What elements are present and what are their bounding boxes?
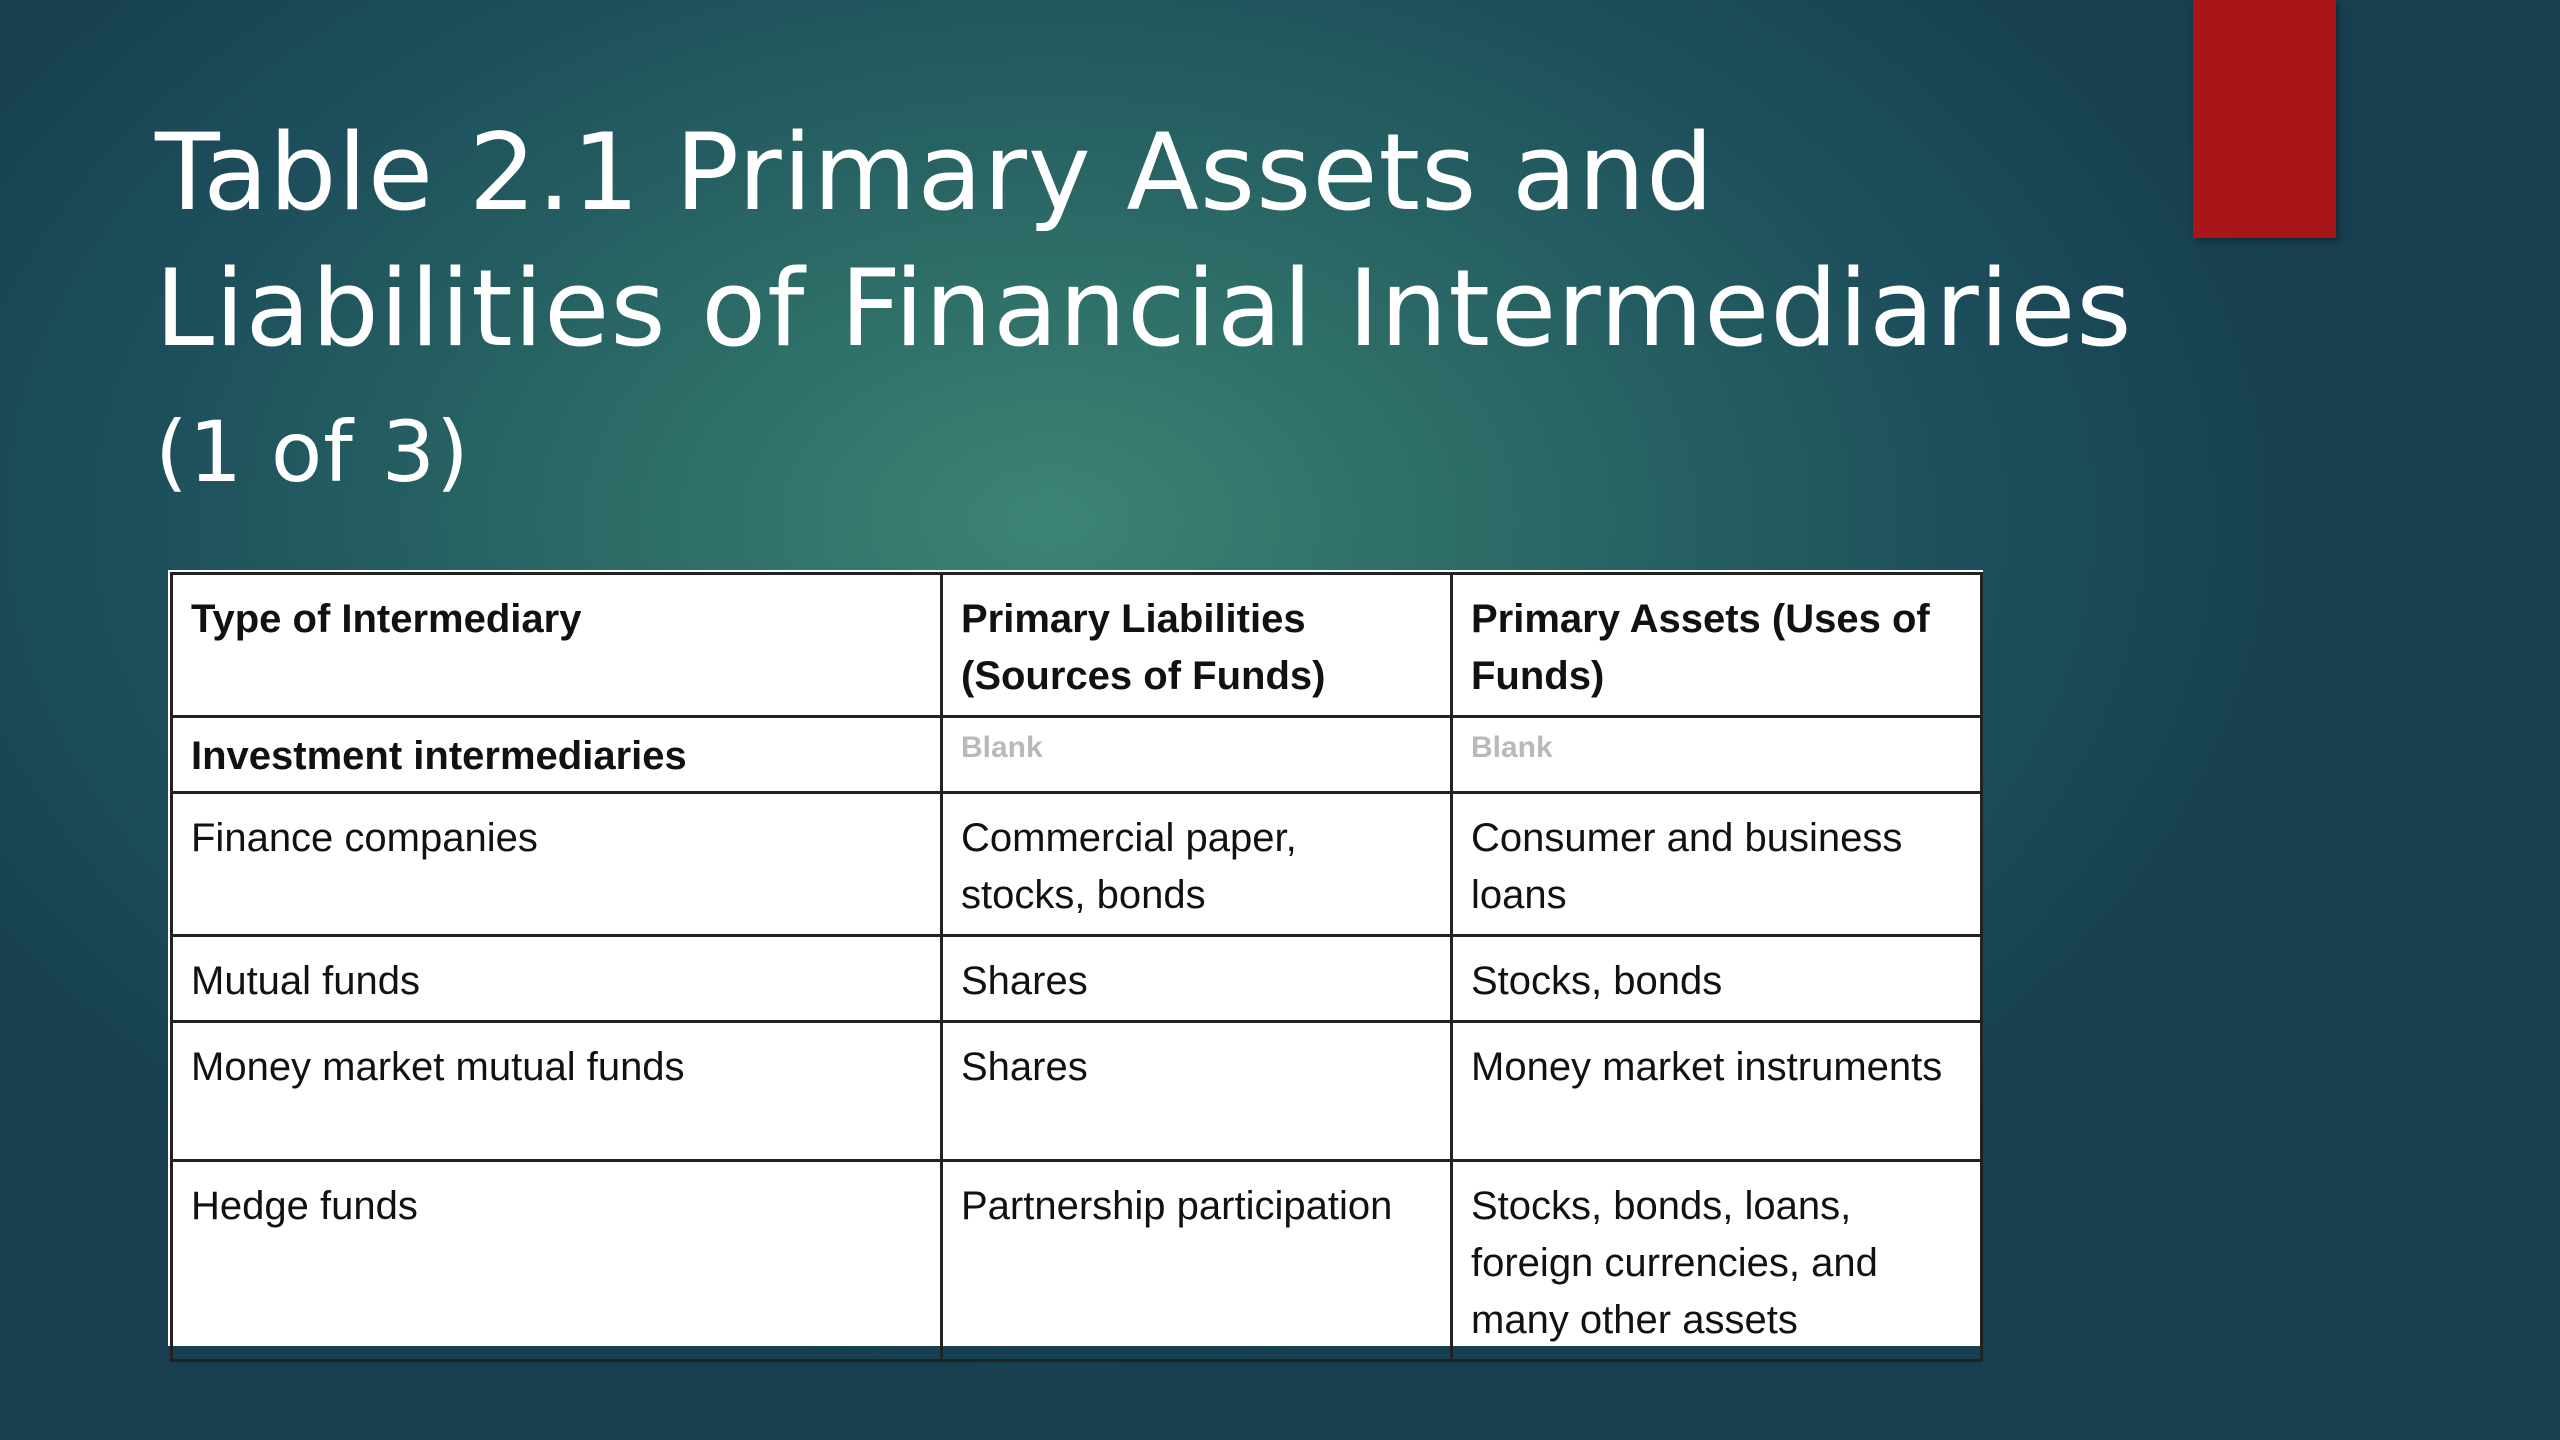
cell-assets: Stocks, bonds, loans, foreign currencies, and many other assets (1452, 1161, 1982, 1361)
table-row (172, 1022, 1982, 1161)
section-label: Investment intermediaries (172, 717, 942, 793)
cell-liabilities: Shares (942, 1022, 1452, 1161)
cell-type: Finance companies (172, 793, 942, 936)
cell-liabilities: Commercial paper, stocks, bonds (942, 793, 1452, 936)
cell-type: Mutual funds (172, 936, 942, 1022)
table-row (172, 936, 1982, 1022)
table-row (172, 1161, 1982, 1361)
table-section-row (172, 717, 1982, 793)
cell-assets: Stocks, bonds (1452, 936, 1982, 1022)
title-main: Table 2.1 Primary Assets and Liabilities of Financial Intermediaries (155, 111, 2133, 370)
table-row (172, 793, 1982, 936)
blank-cell: Blank (1452, 717, 1982, 793)
intermediaries-table-container (168, 570, 1983, 1346)
cell-assets: Money market instruments (1452, 1022, 1982, 1161)
cell-type: Money market mutual funds (172, 1022, 942, 1161)
header-assets: Primary Assets (Uses of Funds) (1452, 574, 1982, 717)
header-type: Type of Intermediary (172, 574, 942, 717)
table-header-row (172, 574, 1982, 717)
blank-cell: Blank (942, 717, 1452, 793)
accent-bar (2193, 0, 2336, 238)
cell-liabilities: Partnership participation (942, 1161, 1452, 1361)
header-liabilities: Primary Liabilities (Sources of Funds) (942, 574, 1452, 717)
cell-liabilities: Shares (942, 936, 1452, 1022)
cell-assets: Consumer and business loans (1452, 793, 1982, 936)
cell-type: Hedge funds (172, 1161, 942, 1361)
title-part: (1 of 3) (155, 403, 470, 501)
slide-title (155, 105, 2205, 520)
intermediaries-table (170, 572, 1983, 1362)
